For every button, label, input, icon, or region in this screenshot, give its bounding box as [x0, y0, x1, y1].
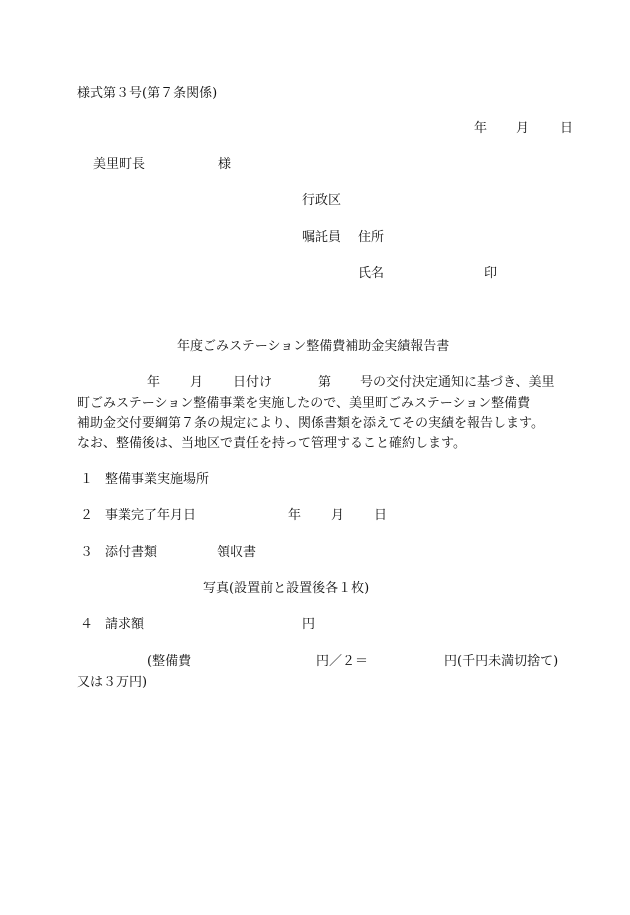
body-dated: 日付け [233, 375, 273, 390]
calc-unit1: 円／２＝ [316, 654, 369, 669]
item-4-label: 請求額 [105, 617, 145, 632]
seal-label: 印 [484, 266, 498, 281]
item-3-value: 領収書 [217, 545, 257, 560]
body-month: 月 [190, 375, 204, 390]
role-label: 嘱託員 [302, 230, 342, 245]
body-line-2: 町ごみステーション整備事業を実施したので、美里町ごみステーション整備費 [77, 396, 531, 411]
name-label: 氏名 [358, 266, 385, 281]
item-1-label: 整備事業実施場所 [105, 472, 210, 487]
item-2-number: ２ [80, 508, 94, 523]
date-day-label: 日 [560, 121, 574, 136]
item-2-day: 日 [374, 508, 388, 523]
item-4-unit: 円 [302, 617, 316, 632]
item-3-value2: 写真(設置前と設置後各１枚) [203, 581, 370, 596]
item-2-month: 月 [331, 508, 345, 523]
item-2-label: 事業完了年月日 [105, 508, 197, 523]
document-title: 年度ごみステーション整備費補助金実績報告書 [177, 339, 450, 354]
calc-unit2: 円(千円未満切捨て) [444, 654, 559, 669]
calc-open: (整備費 [147, 654, 192, 669]
calc-line2: 又は３万円) [77, 675, 148, 690]
addressee-name: 美里町長 [93, 157, 146, 172]
body-no-prefix: 第 [318, 375, 332, 390]
address-label: 住所 [358, 230, 385, 245]
body-line1-rest: 号の交付決定通知に基づき、美里 [360, 375, 555, 390]
item-3-number: ３ [80, 545, 94, 560]
district-label: 行政区 [302, 193, 342, 208]
body-line-3: 補助金交付要綱第７条の規定により、関係書類を添えてその実績を報告します。 [77, 416, 544, 431]
date-year-label: 年 [474, 121, 488, 136]
date-month-label: 月 [516, 121, 530, 136]
body-year: 年 [147, 375, 161, 390]
item-1-number: １ [80, 472, 94, 487]
body-line-4: なお、整備後は、当地区で責任を持って管理すること確約します。 [77, 436, 466, 451]
item-3-label: 添付書類 [105, 545, 158, 560]
item-2-year: 年 [288, 508, 302, 523]
addressee-honorific: 様 [218, 157, 232, 172]
form-label: 様式第３号(第７条関係) [77, 86, 218, 101]
item-4-number: ４ [80, 617, 94, 632]
